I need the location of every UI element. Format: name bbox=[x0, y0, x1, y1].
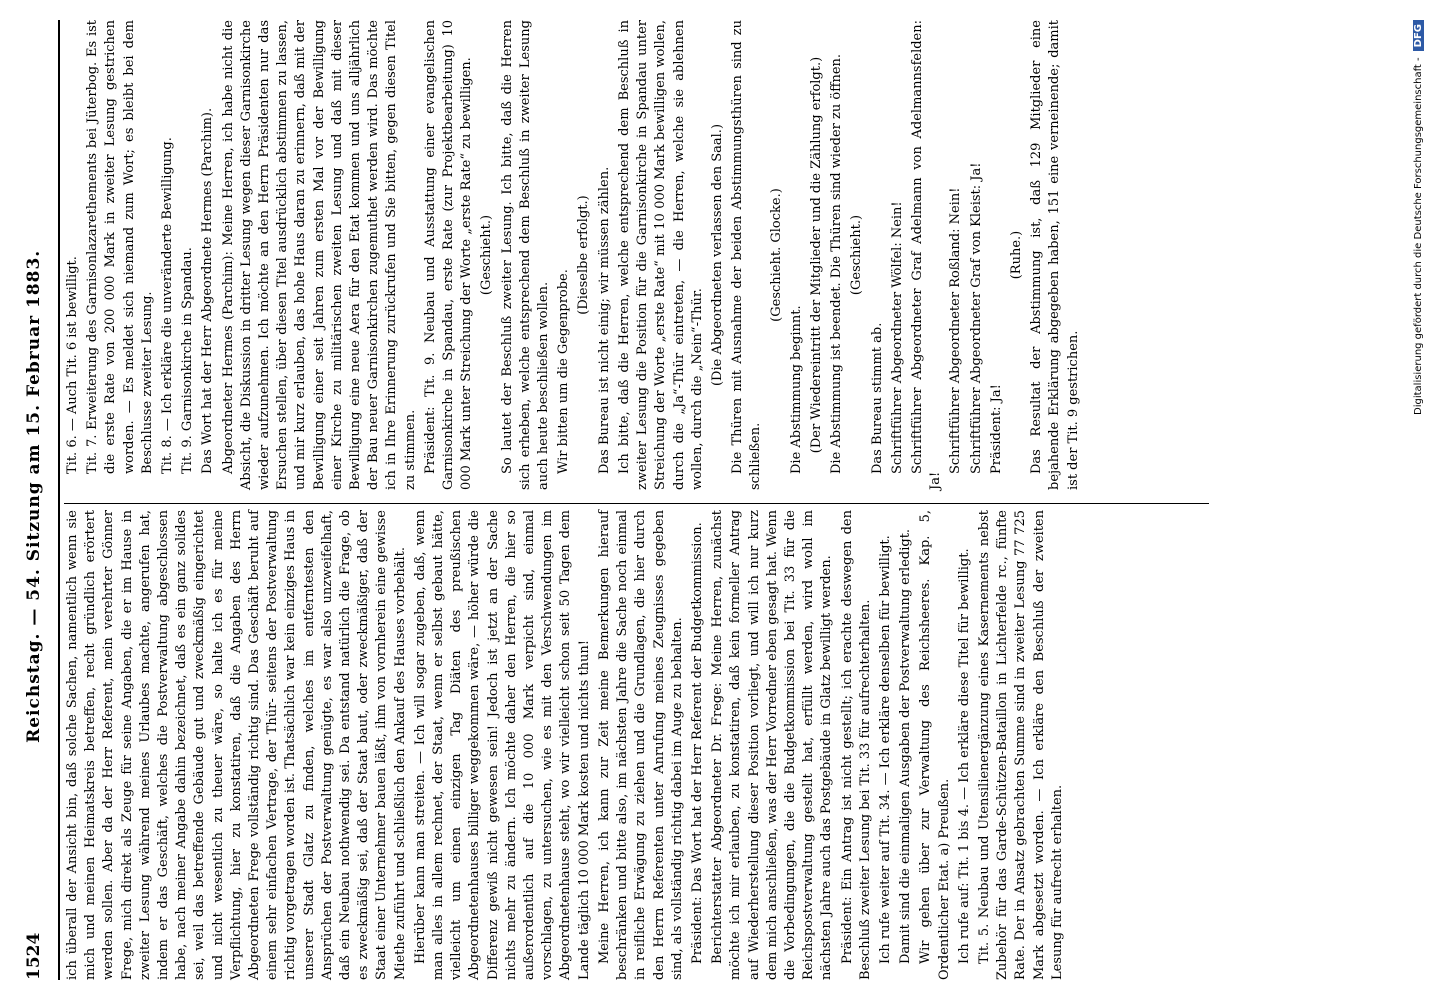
paragraph: Das Wort hat der Herr Abgeordnete Hermes (Parchim). bbox=[200, 107, 216, 474]
paragraph: Präsident: Tit. 9. Neubau und Ausstattung einer evangelischen Garnisonkirche in Spandau, erste Rate (zur Projektbearbeitung) 10 000 Mark unter Streichung der Worte „erste Rate“ zu bewilligen. bbox=[422, 20, 475, 490]
paragraph: (Ruhe.) bbox=[1008, 230, 1024, 280]
paragraph: Tit. 7. Erweiterung des Garnisonlazarethements bei Jüterbog. Es ist die erste Rate von 200 000 Mark in zweiter Lesung gestrichen worden. — Es meldet sich niemand zum Wort; es bleibt bei dem Beschlusse zweiter Lesung. bbox=[85, 20, 155, 474]
dfg-logo: DFG bbox=[1413, 20, 1424, 51]
paragraph: Abgeordneter Hermes (Parchim): Meine Herren, ich habe nicht die Absicht, die Diskussion in dritter Lesung wegen dieser Garnisonkirche wieder aufzunehmen. Ich möchte an den Herrn Präsidenten nur das Ersuchen stellen, über diesen Titel ausdrücklich abstimmen zu lassen, und mir kurz erlauben, das hohe Haus daran zu erinnern, daß mit der Bewilligung einer seit Jahren zum ersten Mal vor der Bewilligung einer Kirche zu militärischen zweiten Lesung und daß mit dieser Bewilligung eine neue Aera für den Etat kommen und uns alljährlich der Bau neuer Garnisonkirchen zugemuthet werden wird. Das möchte ich in Ihre Erinnerung zurückrufen und Sie bitten, gegen diesen Titel zu stimmen. bbox=[220, 20, 418, 490]
paragraph: Das Bureau stimmt ab. bbox=[869, 322, 885, 474]
digitization-footer bbox=[1413, 20, 1424, 415]
paragraph: Hierüber kann man streiten. — Ich will sogar zugeben, daß, wenn man alles in allem rechnet, der Staat, wenn er selbst gebaut hätte, vielleicht um einen einzigen Tag Diäten des preußischen Abgeordnetenhauses billiger weggekommen wäre, — höher würde die Differenz gewiß nicht gewesen sein! Jedoch ist jetzt an der Sache nichts mehr zu ändern. Ich möchte daher den Herren, die hier so außerordentlich auf die 10 000 Mark verpicht sind, einmal vorschlagen, zu untersuchen, wie es mit den Verschwendungen im Abgeordnetenhause steht, wo wir vielleicht schon seit 50 Tagen dem Lande täglich 10 000 Mark kosten und nichts thun! bbox=[412, 510, 592, 980]
paragraph: Schriftführer Abgeordneter Roßland: Nein! bbox=[948, 187, 964, 474]
paragraph: Das Resultat der Abstimmung ist, daß 129 Mitglieder eine bejahende Erklärung abgegeben haben, 151 eine verneinende; damit ist der Tit. 9 gestrichen. bbox=[1029, 20, 1081, 490]
running-head: Reichstag. — 54. Sitzung am 15. Februar 1883. bbox=[24, 249, 44, 743]
paragraph: Wir gehen über zur Verwaltung des Reichsheeres. Kap. 5, Ordentlicher Etat. a) Preußen. bbox=[918, 510, 952, 980]
paragraph: Wir bitten um die Gegenprobe. bbox=[556, 269, 572, 474]
left-column bbox=[64, 510, 1069, 980]
paragraph: Schriftführer Abgeordneter Graf Adelmann von Adelmannsfelden: Ja! bbox=[909, 20, 944, 490]
paragraph: Tit. 8. — Ich erkläre die unveränderte Bewilligung. bbox=[160, 137, 176, 474]
paragraph: (Der Wiedereintritt der Mitglieder und die Zählung erfolgt.) bbox=[808, 56, 824, 454]
column-divider bbox=[64, 503, 1209, 504]
paragraph: Ich bitte, daß die Herren, welche entsprechend dem Beschluß in zweiter Lesung die Position für die Garnisonkirche in Spandau unter Streichung der Worte „erste Rate“ mit 10 000 Mark bewilligen wollen, durch die „Ja“-Thür eintreten, — die Herren, welche sie ablehnen wollen, durch die „Nein“-Thür. bbox=[616, 20, 705, 490]
paragraph: (Geschieht.) bbox=[479, 214, 495, 296]
paragraph: Präsident: Ja! bbox=[988, 384, 1004, 474]
paragraph: Schriftführer Abgeordneter Graf von Kleist: Ja! bbox=[968, 162, 984, 474]
paragraph: ich überall der Ansicht bin, daß solche Sachen, namentlich wenn sie mich und meinen Heimatskreis betreffen, recht gründlich erörtert werden sollen. Aber da der Herr Referent, mein verehrter Gönner Frege, mich direkt als Zeuge für seine Angaben, die er im Hause in zweiter Lesung während meines Urlaubes machte, angerufen hat, indem er das Geschäft, welches die Postverwaltung abgeschlossen habe, nach meiner Angabe dahin bezeichnet, daß es ein ganz solides sei, weil das betreffende Gebäude gut und zweckmäßig eingerichtet und nicht wesentlich zu theuer wäre, so halte ich es für meine Verpflichtung, hier zu konstatiren, daß die Angaben des Herrn Abgeordneten Frege vollständig richtig sind. Das Geschäft beruht auf einem sehr einfachen Vertrage, der Thür- seitens der Postverwaltung richtig vorgetragen worden ist. Thatsächlich war kein einziges Haus in unserer Stadt Glatz zu finden, welches im entferntesten den Ansprüchen der Postverwaltung genügte, es war also unzweifelhaft, daß ein Neubau nothwendig sei. Da entstand natürlich die Frage, ob es zweckmäßig sei, daß der Staat baut, oder zweckmäßiger, daß der Staat einer Unternehmer bauen läßt, ihm von vornherein eine gewisse Miethe zuführt und schließlich den Ankauf des Hauses vorbehält. bbox=[65, 510, 408, 980]
footer-text: Digitalisierung gefördert durch die Deutsche Forschungsgemeinschaft - bbox=[1413, 57, 1424, 415]
paragraph: (Die Abgeordneten verlassen den Saal.) bbox=[709, 123, 725, 387]
right-column bbox=[64, 20, 1085, 490]
paragraph: Präsident: Ein Antrag ist nicht gestellt; ich erachte deswegen den Beschluß zweiter Lesung bei Tit. 33 für aufrechterhalten. bbox=[839, 510, 873, 980]
page-number: 1524 bbox=[24, 932, 44, 980]
paragraph: Die Abstimmung beginnt. bbox=[788, 305, 804, 474]
paragraph: Damit sind die einmaligen Ausgaben der Postverwaltung erledigt. bbox=[898, 528, 914, 964]
page-header bbox=[14, 20, 54, 980]
paragraph: Meine Herren, ich kann zur Zeit meine Bemerkungen hierauf beschränken und bitte also, im nächsten Jahre die Sache noch einmal in reifliche Erwägung zu ziehen und die Grundlagen, die hier durch den Herrn Referenten unter Anrufung meines Zeugnisses gegeben sind, als vollständig richtig dabei im Auge zu behalten. bbox=[596, 510, 685, 980]
paragraph: Schriftführer Abgeordneter Wölfel: Nein! bbox=[889, 201, 905, 474]
paragraph: (Geschieht.) bbox=[849, 214, 865, 296]
paragraph: Tit. 6. — Auch Tit. 6 ist bewilligt. bbox=[65, 256, 80, 474]
paragraph: (Dieselbe erfolgt.) bbox=[576, 195, 592, 315]
paragraph: (Geschieht. Glocke.) bbox=[768, 188, 784, 322]
header-rule bbox=[58, 20, 60, 980]
paragraph: Tit. 9. Garnisonkirche in Spandau. bbox=[180, 247, 196, 474]
paragraph: Tit. 5. Neubau und Utensilienergänzung eines Kasernements nebst Zubehör für das Garde-Schützen-Bataillon in Lichterfelde rc., fünfte Rate. Der in Ansatz gebrachten Summe sind in zweiter Lesung 77 725 Mark abgesetzt worden. — Ich erkläre den Beschluß der zweiten Lesung für aufrecht erhalten. bbox=[976, 510, 1065, 980]
paragraph: Ich rufe weiter auf Tit. 34. — Ich erkläre denselben für bewilligt. bbox=[877, 535, 893, 964]
paragraph: Berichterstatter Abgeordneter Dr. Frege: Meine Herren, zunächst möchte ich mir erlauben, zu konstatiren, daß kein formeller Antrag auf Wiederherstellung dieser Position vorliegt, und will ich nur kurz dem mich anschließen, was der Herr Vorredner eben gesagt hat. Wenn die Vorbedingungen, die die Budgetkommission bei Tit. 33 für die Reichspostverwaltung gestellt hat, erfüllt werden, wird wohl im nächsten Jahre auch das Postgebäude in Glatz bewilligt werden. bbox=[710, 510, 835, 980]
paragraph: Das Bureau ist nicht einig; wir müssen zählen. bbox=[596, 166, 612, 474]
paragraph: Die Abstimmung ist beendet. Die Thüren sind wieder zu öffnen. bbox=[829, 53, 845, 474]
paragraph: So lautet der Beschluß zweiter Lesung. Ich bitte, daß die Herren sich erheben, welche entsprechend dem Beschluß in zweiter Lesung auch heute beschließen wollen. bbox=[499, 20, 552, 490]
paragraph: Die Thüren mit Ausnahme der beiden Abstimmungsthüren sind zu schließen. bbox=[730, 20, 764, 490]
paragraph: Präsident: Das Wort hat der Herr Referent der Budgetkommission. bbox=[689, 522, 705, 964]
paragraph: Ich rufe auf: Tit. 1 bis 4. — Ich erkläre diese Titel für bewilligt. bbox=[956, 548, 972, 964]
